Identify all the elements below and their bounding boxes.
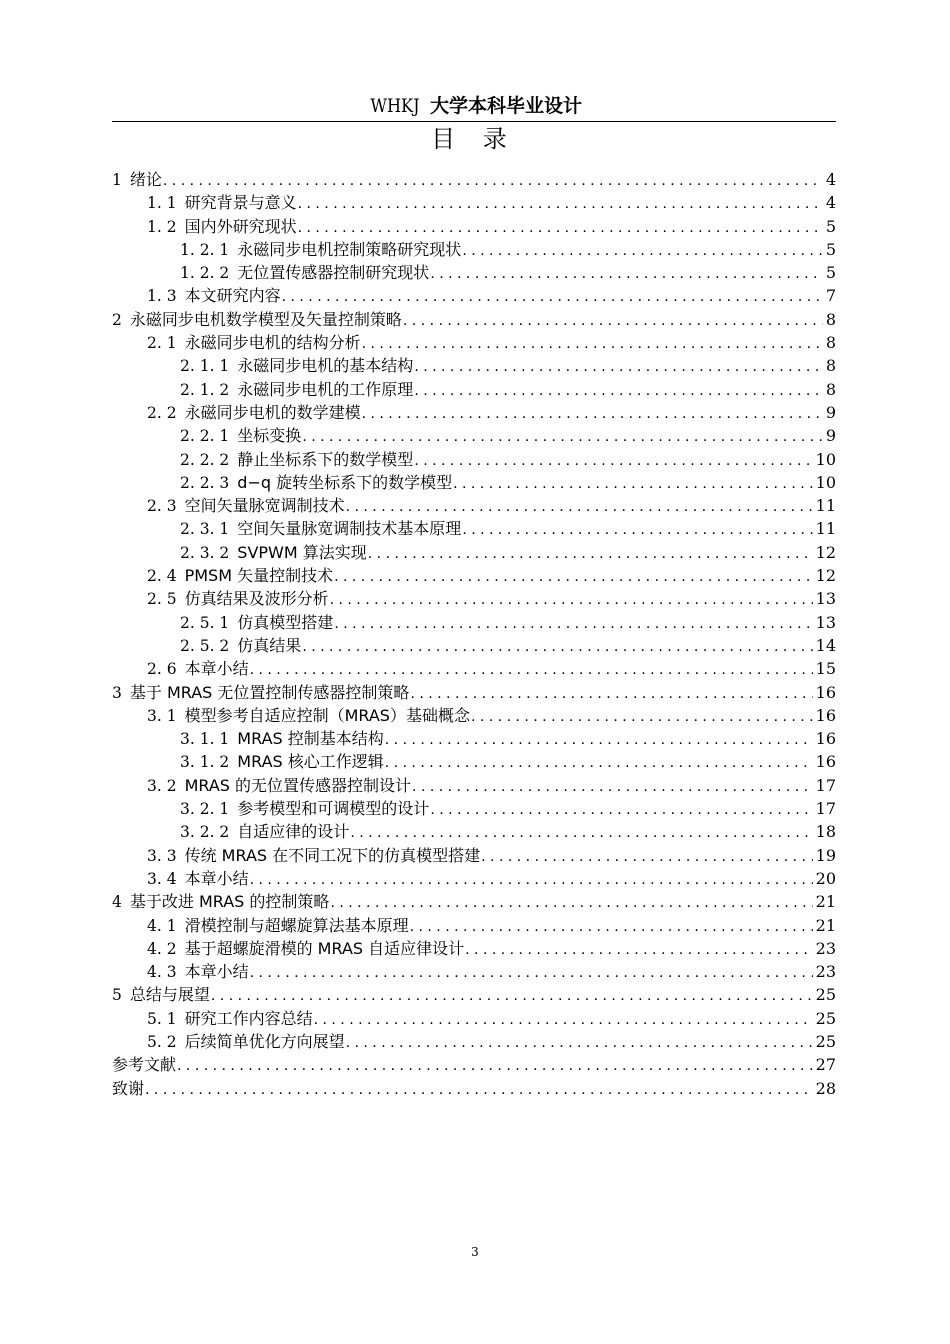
dot-leader xyxy=(385,729,813,750)
toc-entry-number: 3. 4 xyxy=(147,869,177,888)
dot-leader xyxy=(481,846,813,867)
toc-entry-number: 1. 1 xyxy=(147,194,177,213)
toc-entry-number: 2. 3 xyxy=(147,497,177,516)
toc-entry-page: 13 xyxy=(815,589,836,609)
dot-leader xyxy=(250,962,813,983)
toc-entry-number: 2. 4 xyxy=(147,567,177,586)
toc-entry[interactable] xyxy=(112,471,836,494)
toc-entry[interactable] xyxy=(112,215,836,238)
toc-entry-number: 2. 5. 1 xyxy=(180,613,230,632)
toc-entry-page: 12 xyxy=(815,566,836,586)
toc-entry[interactable] xyxy=(112,378,836,401)
toc-entry-number: 2. 2. 1 xyxy=(180,427,230,446)
toc-entry-page: 8 xyxy=(825,333,836,353)
toc-entry-title: 总结与展望 xyxy=(129,985,210,1005)
dot-leader xyxy=(385,752,813,773)
toc-entry-page: 10 xyxy=(815,449,836,469)
dot-leader xyxy=(471,706,813,727)
toc-entry-title: PMSM 矢量控制技术 xyxy=(184,566,334,586)
toc-entry-number: 1. 3 xyxy=(147,287,177,306)
toc-entry-page: 27 xyxy=(815,1055,836,1075)
toc-entry-page: 16 xyxy=(815,682,836,702)
toc-entry-title: SVPWM 算法实现 xyxy=(237,542,367,562)
dot-leader xyxy=(330,589,813,610)
toc-entry-page: 9 xyxy=(825,426,836,446)
toc-entry[interactable] xyxy=(112,261,836,284)
toc-entry-page: 25 xyxy=(815,1031,836,1051)
dot-leader xyxy=(302,426,823,447)
toc-entry-number: 3. 2. 1 xyxy=(180,800,230,819)
toc-entry-title: 自适应律的设计 xyxy=(237,822,350,842)
dot-leader xyxy=(250,869,813,890)
dot-leader xyxy=(350,822,812,843)
toc-entry-number: 1 xyxy=(112,171,122,189)
toc-entry-title: 坐标变换 xyxy=(237,426,302,446)
toc-entry-title: 参考文献 xyxy=(112,1055,177,1075)
toc-entry-title: 后续简单优化方向展望 xyxy=(184,1031,345,1051)
toc-entry-number: 3. 3 xyxy=(147,846,177,865)
toc-entry-page: 8 xyxy=(825,309,836,329)
toc-entry-title: MRAS 核心工作逻辑 xyxy=(237,752,384,772)
toc-entry[interactable] xyxy=(112,820,836,843)
toc-entry-title: 研究工作内容总结 xyxy=(184,1008,313,1028)
table-of-contents xyxy=(112,168,836,1100)
toc-entry-title: 永磁同步电机的数学建模 xyxy=(184,402,361,422)
toc-entry-page: 18 xyxy=(815,822,836,842)
toc-entry-title: 空间矢量脉宽调制技术基本原理 xyxy=(237,519,462,539)
toc-entry[interactable] xyxy=(112,797,836,820)
toc-entry-number: 1. 2. 2 xyxy=(180,264,230,283)
dot-leader xyxy=(298,217,823,238)
toc-entry-number: 3. 2. 2 xyxy=(180,823,230,842)
header-title: 大学本科毕业设计 xyxy=(429,95,582,117)
dot-leader xyxy=(250,659,813,680)
toc-entry[interactable] xyxy=(112,448,836,471)
toc-entry-page: 12 xyxy=(815,542,836,562)
toc-entry-title: 无位置传感器控制研究现状 xyxy=(237,263,430,283)
toc-entry-title: 基于 MRAS 无位置控制传感器控制策略 xyxy=(129,682,410,702)
dot-leader xyxy=(334,613,812,634)
toc-entry-page: 14 xyxy=(815,635,836,655)
dot-leader xyxy=(403,310,823,331)
dot-leader xyxy=(414,380,823,401)
toc-entry[interactable] xyxy=(112,634,836,657)
toc-entry-number: 5. 2 xyxy=(147,1032,177,1051)
toc-entry-title: 本章小结 xyxy=(184,659,249,679)
dot-leader xyxy=(412,776,813,797)
toc-entry[interactable] xyxy=(112,681,836,704)
toc-entry-title: 滑模控制与超螺旋算法基本原理 xyxy=(184,915,409,935)
toc-entry-page: 17 xyxy=(815,799,836,819)
toc-entry[interactable] xyxy=(112,983,836,1006)
toc-entry-number: 1. 2 xyxy=(147,217,177,236)
toc-entry-page: 10 xyxy=(815,472,836,492)
toc-entry-page: 7 xyxy=(825,286,836,306)
toc-entry-title: 致谢 xyxy=(112,1078,145,1098)
dot-leader xyxy=(145,1079,813,1100)
toc-entry[interactable] xyxy=(112,587,836,610)
dot-leader xyxy=(302,636,812,657)
toc-entry-page: 4 xyxy=(825,193,836,213)
dot-leader xyxy=(282,286,823,307)
toc-entry-title: 静止坐标系下的数学模型 xyxy=(237,449,414,469)
dot-leader xyxy=(330,892,812,913)
toc-entry-page: 8 xyxy=(825,379,836,399)
toc-entry[interactable] xyxy=(112,168,836,191)
toc-entry-page: 4 xyxy=(825,170,836,189)
toc-entry-page: 21 xyxy=(815,892,836,912)
toc-entry-page: 16 xyxy=(815,729,836,749)
toc-entry[interactable] xyxy=(112,750,836,773)
toc-entry[interactable] xyxy=(112,844,836,867)
toc-entry-page: 13 xyxy=(815,612,836,632)
toc-entry-page: 16 xyxy=(815,752,836,772)
toc-entry-number: 4 xyxy=(112,893,122,912)
toc-entry[interactable] xyxy=(112,541,836,564)
toc-entry-number: 5 xyxy=(112,986,122,1005)
dot-leader xyxy=(177,1055,813,1076)
header-rule xyxy=(112,121,836,122)
toc-entry-title: 参考模型和可调模型的设计 xyxy=(237,799,430,819)
toc-entry-number: 2. 1. 1 xyxy=(180,357,230,376)
dot-leader xyxy=(414,450,812,471)
toc-title: 目 录 xyxy=(431,125,517,153)
dot-leader xyxy=(410,683,812,704)
toc-entry-title: MRAS 控制基本结构 xyxy=(237,729,384,749)
toc-entry[interactable] xyxy=(112,331,836,354)
toc-entry-page: 9 xyxy=(825,402,836,422)
toc-entry-page: 25 xyxy=(815,985,836,1005)
dot-leader xyxy=(362,333,823,354)
dot-leader xyxy=(362,403,823,424)
toc-entry-page: 17 xyxy=(815,775,836,795)
toc-entry[interactable] xyxy=(112,238,836,261)
toc-entry-page: 5 xyxy=(825,239,836,259)
toc-entry-title: 传统 MRAS 在不同工况下的仿真模型搭建 xyxy=(184,845,481,865)
toc-entry[interactable] xyxy=(112,1077,836,1100)
toc-entry-title: 永磁同步电机控制策略研究现状 xyxy=(237,239,462,259)
toc-entry[interactable] xyxy=(112,1053,836,1076)
toc-entry-title: 空间矢量脉宽调制技术 xyxy=(184,496,345,516)
toc-entry[interactable] xyxy=(112,657,836,680)
dot-leader xyxy=(465,939,813,960)
dot-leader xyxy=(462,240,823,261)
page-number: 3 xyxy=(471,1245,479,1259)
toc-entry-title: 永磁同步电机数学模型及矢量控制策略 xyxy=(129,309,402,329)
dot-leader xyxy=(410,916,813,937)
toc-entry-title: 仿真结果及波形分析 xyxy=(184,589,329,609)
toc-entry[interactable] xyxy=(112,354,836,377)
toc-entry-number: 2. 5. 2 xyxy=(180,636,230,655)
toc-entry-title: 本章小结 xyxy=(184,868,249,888)
toc-entry-page: 20 xyxy=(815,868,836,888)
toc-entry-title: 本章小结 xyxy=(184,962,249,982)
toc-entry[interactable] xyxy=(112,424,836,447)
page-header xyxy=(112,94,836,118)
toc-entry-title: 永磁同步电机的结构分析 xyxy=(184,333,361,353)
toc-entry-title: 永磁同步电机的工作原理 xyxy=(237,379,414,399)
toc-entry-title: 仿真结果 xyxy=(237,635,302,655)
toc-entry[interactable] xyxy=(112,890,836,913)
toc-entry-number: 3 xyxy=(112,683,122,702)
toc-entry-page: 25 xyxy=(815,1008,836,1028)
toc-entry[interactable] xyxy=(112,401,836,424)
dot-leader xyxy=(453,473,813,494)
dot-leader xyxy=(462,519,812,540)
toc-entry-number: 2. 1 xyxy=(147,334,177,353)
toc-entry-number: 4. 3 xyxy=(147,963,177,982)
toc-entry-page: 28 xyxy=(815,1078,836,1098)
toc-entry-page: 23 xyxy=(815,938,836,958)
toc-entry-title: 研究背景与意义 xyxy=(184,193,297,213)
header-latin: WHKJ xyxy=(370,95,420,117)
toc-entry-number: 1. 2. 1 xyxy=(180,240,230,259)
toc-entry-page: 21 xyxy=(815,915,836,935)
toc-entry[interactable] xyxy=(112,867,836,890)
toc-entry[interactable] xyxy=(112,774,836,797)
toc-entry-page: 11 xyxy=(815,519,836,539)
toc-entry-number: 3. 1 xyxy=(147,706,177,725)
toc-entry-title: 模型参考自适应控制（MRAS）基础概念 xyxy=(184,705,470,725)
toc-entry-page: 23 xyxy=(815,962,836,982)
toc-entry-number: 2. 2 xyxy=(147,403,177,422)
dot-leader xyxy=(298,193,823,214)
toc-entry-title: 仿真模型搭建 xyxy=(237,612,334,632)
toc-entry[interactable] xyxy=(112,191,836,214)
toc-entry[interactable] xyxy=(112,704,836,727)
toc-entry[interactable] xyxy=(112,284,836,307)
toc-entry-number: 5. 1 xyxy=(147,1009,177,1028)
toc-entry[interactable] xyxy=(112,937,836,960)
toc-entry-page: 15 xyxy=(815,659,836,679)
toc-entry[interactable] xyxy=(112,727,836,750)
toc-entry-title: 基于超螺旋滑模的 MRAS 自适应律设计 xyxy=(184,938,465,958)
toc-entry[interactable] xyxy=(112,1007,836,1030)
toc-entry[interactable] xyxy=(112,494,836,517)
toc-entry-number: 3. 1. 2 xyxy=(180,753,230,772)
dot-leader xyxy=(314,1009,813,1030)
toc-entry-title: d−q 旋转坐标系下的数学模型 xyxy=(237,472,453,492)
toc-entry-number: 2. 6 xyxy=(147,660,177,679)
toc-entry-number: 4. 1 xyxy=(147,916,177,935)
dot-leader xyxy=(414,356,823,377)
toc-entry[interactable] xyxy=(112,517,836,540)
toc-entry-title: 本文研究内容 xyxy=(184,286,281,306)
dot-leader xyxy=(334,566,813,587)
dot-leader xyxy=(211,985,813,1006)
dot-leader xyxy=(163,170,823,191)
toc-entry-page: 5 xyxy=(825,263,836,283)
toc-entry[interactable] xyxy=(112,914,836,937)
toc-entry-title: MRAS 的无位置传感器控制设计 xyxy=(184,775,412,795)
toc-entry-number: 3. 1. 1 xyxy=(180,730,230,749)
toc-entry-number: 2. 2. 3 xyxy=(180,473,230,492)
toc-entry-page: 11 xyxy=(815,496,836,516)
dot-leader xyxy=(346,1032,813,1053)
toc-entry-page: 8 xyxy=(825,356,836,376)
toc-entry-number: 2. 5 xyxy=(147,590,177,609)
toc-entry-number: 2. 1. 2 xyxy=(180,380,230,399)
toc-entry[interactable] xyxy=(112,611,836,634)
toc-entry-title: 基于改进 MRAS 的控制策略 xyxy=(129,892,330,912)
dot-leader xyxy=(430,799,812,820)
toc-entry[interactable] xyxy=(112,308,836,331)
dot-leader xyxy=(368,543,813,564)
toc-entry-number: 2. 3. 1 xyxy=(180,520,230,539)
toc-entry-title: 绪论 xyxy=(129,170,162,189)
toc-entry[interactable] xyxy=(112,1030,836,1053)
dot-leader xyxy=(430,263,823,284)
toc-entry-page: 19 xyxy=(815,845,836,865)
dot-leader xyxy=(346,496,813,517)
toc-entry[interactable] xyxy=(112,960,836,983)
toc-entry-number: 4. 2 xyxy=(147,939,177,958)
toc-entry-number: 2 xyxy=(112,310,122,329)
toc-entry-page: 5 xyxy=(825,216,836,236)
toc-entry-title: 永磁同步电机的基本结构 xyxy=(237,356,414,376)
toc-entry[interactable] xyxy=(112,564,836,587)
toc-entry-number: 3. 2 xyxy=(147,776,177,795)
toc-entry-number: 2. 2. 2 xyxy=(180,450,230,469)
toc-entry-title: 国内外研究现状 xyxy=(184,216,297,236)
toc-entry-number: 2. 3. 2 xyxy=(180,543,230,562)
toc-entry-page: 16 xyxy=(815,705,836,725)
